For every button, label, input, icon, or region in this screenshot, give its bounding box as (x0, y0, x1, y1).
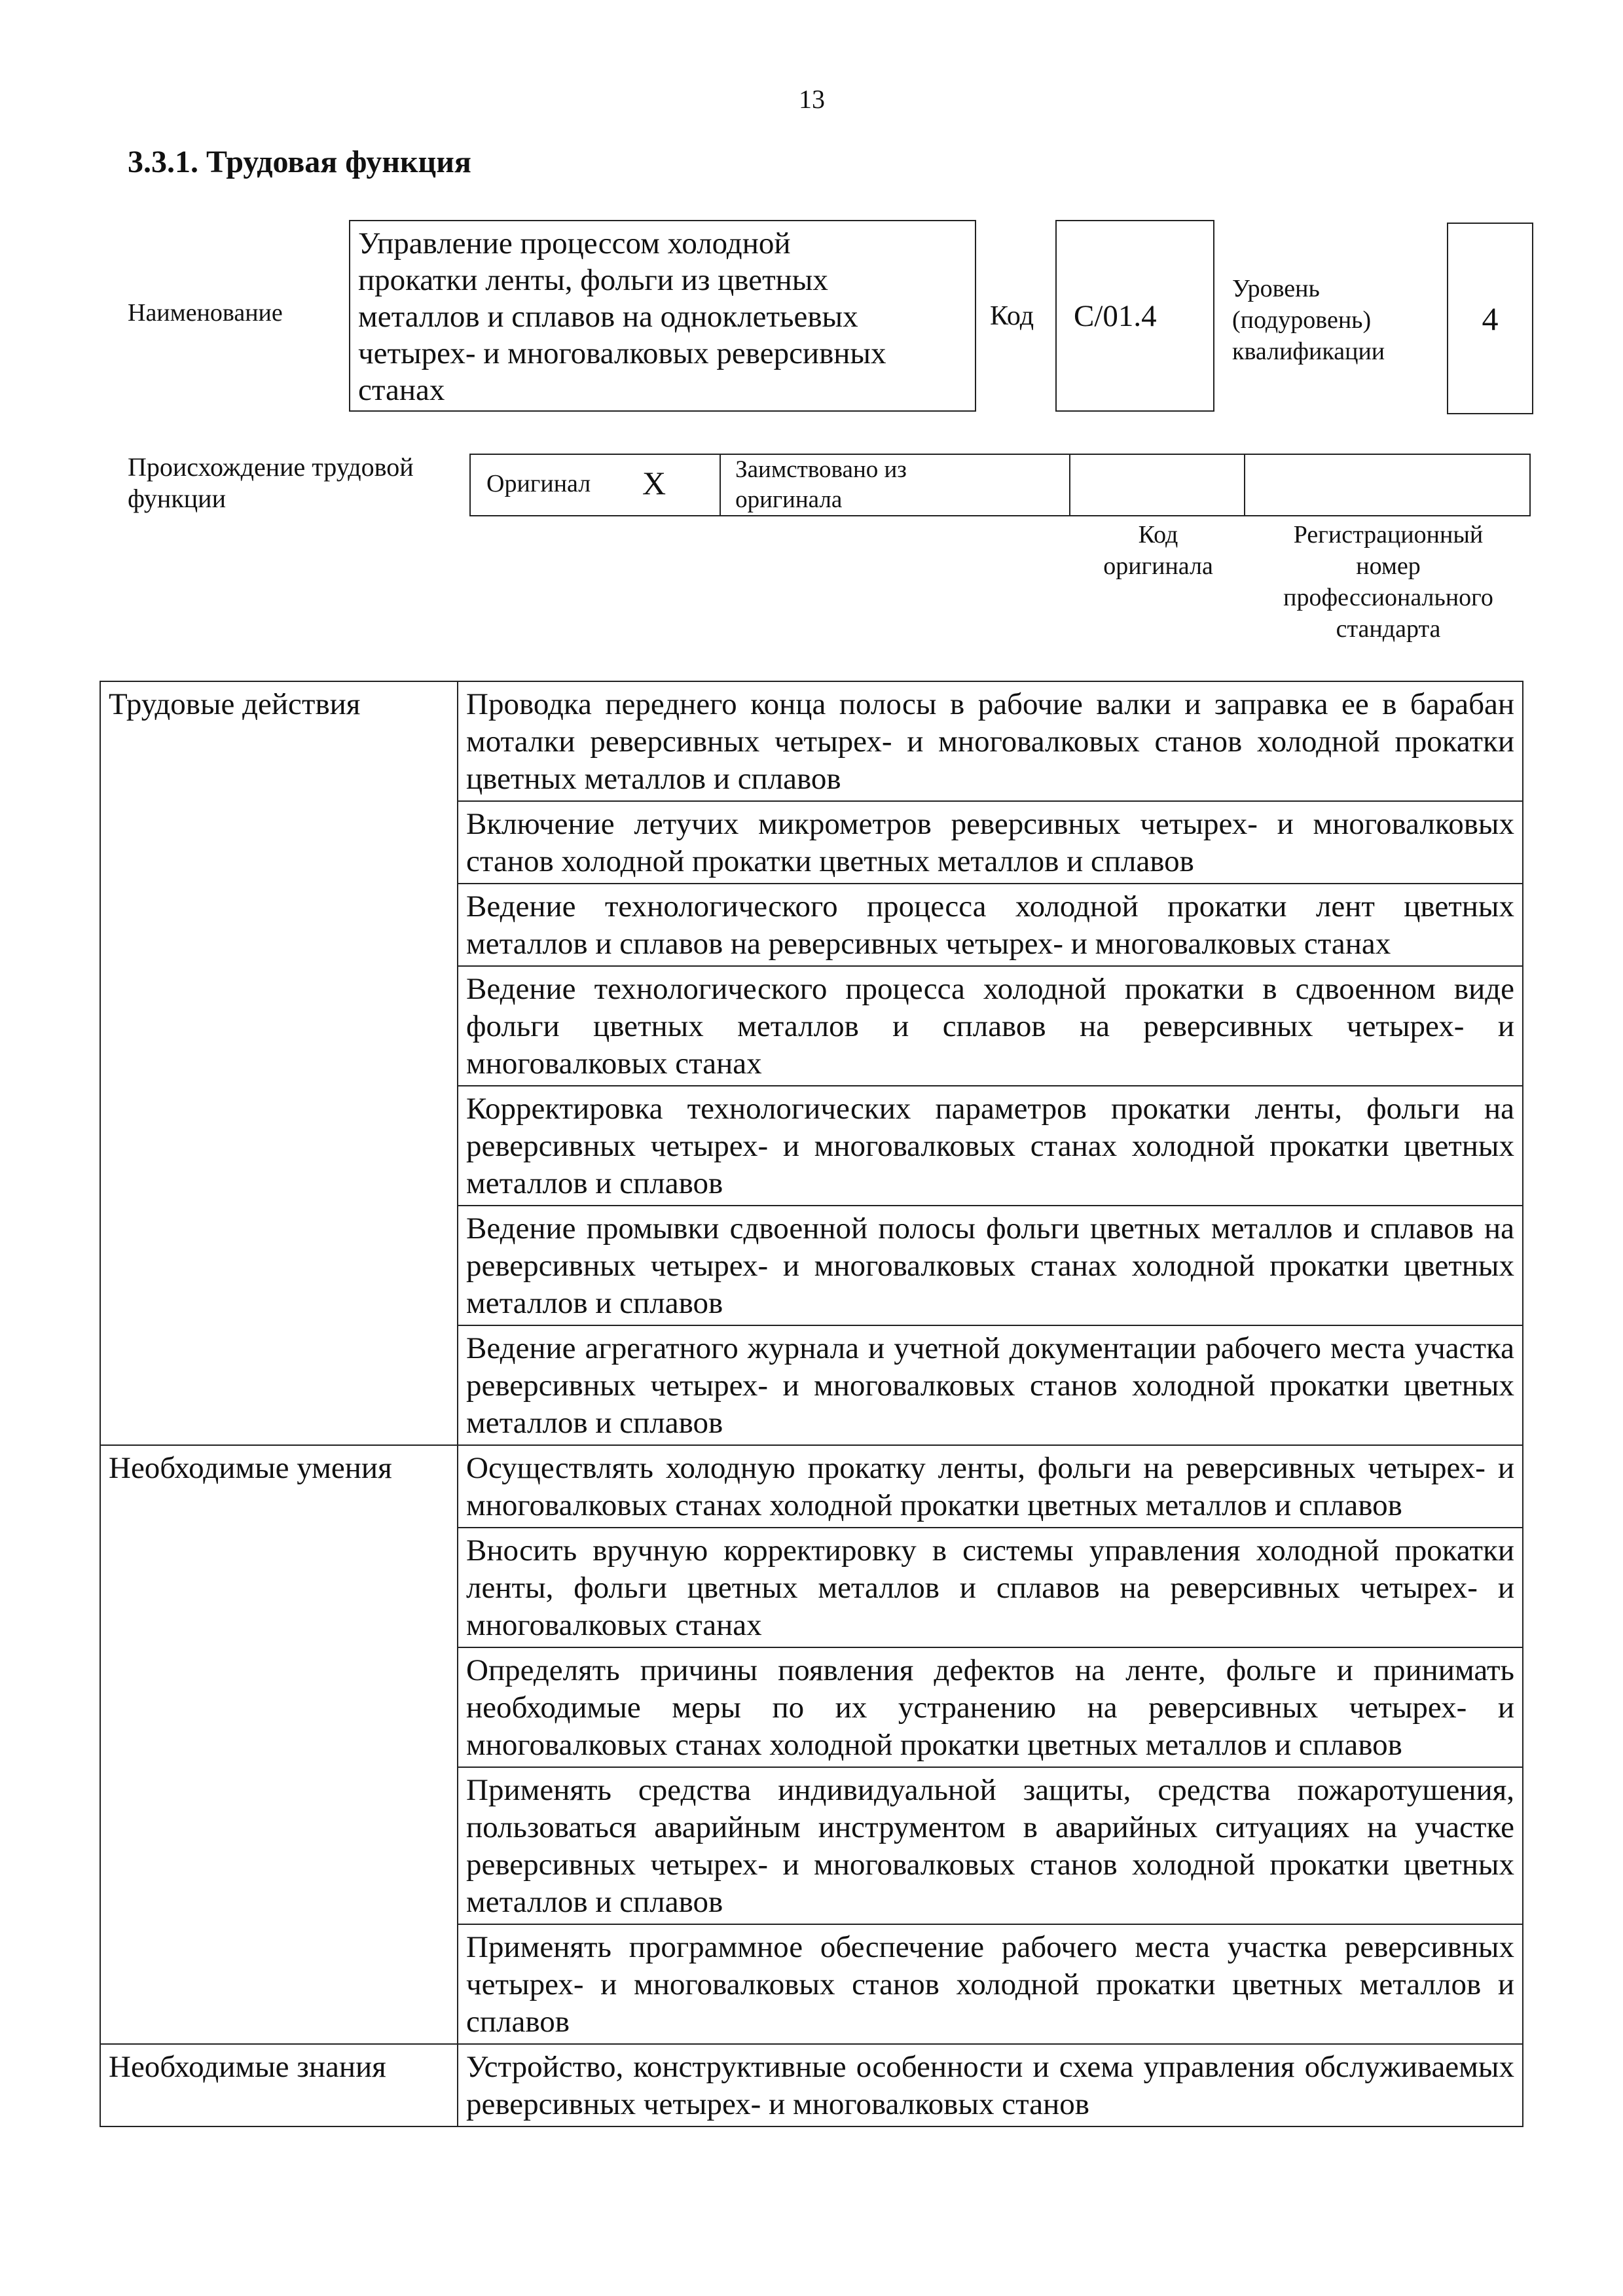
table-cell: Применять программное обеспечение рабочего места участка реверсивных четырех- и многовалковых станов холодной прокатки цветных металлов и сплавов (458, 1924, 1523, 2044)
table-cell: Осуществлять холодную прокатку ленты, фольги на реверсивных четырех- и многовалковых станах холодной прокатки цветных металлов и сплавов (458, 1445, 1523, 1528)
original-mark: X (642, 465, 666, 501)
origin-label (128, 452, 414, 514)
section-title-cell: Необходимые умения (100, 1445, 458, 2044)
level-label-line: квалификации (1232, 338, 1385, 365)
section-title: 3.3.1. Трудовая функция (128, 145, 471, 179)
table-cell: Ведение технологического процесса холодной прокатки в сдвоенном виде фольги цветных металлов и сплавов на реверсивных четырех- и многовалковых станах (458, 966, 1523, 1086)
reg-number-cell (1245, 455, 1529, 515)
borrowed-label-line: Заимствовано из (735, 456, 907, 483)
table-cell: Применять средства индивидуальной защиты, средства пожаротушения, пользоваться аварийным инструментом в аварийных ситуациях на участке реверсивных четырех- и многовалковых станов холодной прокатки цветных металлов и сплавов (458, 1767, 1523, 1924)
table-cell: Ведение агрегатного журнала и учетной документации рабочего места участка реверсивных четырех- и многовалковых станов холодной прокатки цветных металлов и сплавов (458, 1325, 1523, 1445)
table-row (100, 1445, 1523, 1528)
table-cell: Ведение технологического процесса холодной прокатки лент цветных металлов и сплавов на реверсивных четырех- и многовалковых станах (458, 884, 1523, 966)
borrowed-label-line: оригинала (735, 486, 843, 513)
table-row (100, 2044, 1523, 2126)
functions-table (100, 681, 1523, 2127)
section-title-cell: Трудовые действия (100, 681, 458, 1445)
code-original-cell (1070, 455, 1245, 515)
code-box (1055, 220, 1214, 412)
function-name-box (349, 220, 976, 412)
level-label (1232, 273, 1385, 367)
function-name-line: Управление процессом холодной (358, 226, 791, 260)
borrowed-cell (721, 455, 1070, 515)
code-original-label-line: Код (1138, 521, 1178, 548)
page-number: 13 (799, 84, 825, 114)
code-label: Код (990, 301, 1034, 331)
table-cell: Ведение промывки сдвоенной полосы фольги цветных металлов и сплавов на реверсивных четырех- и многовалковых станах холодной прокатки цветных металлов и сплавов (458, 1206, 1523, 1325)
level-value: 4 (1482, 300, 1499, 337)
table-cell: Определять причины появления дефектов на ленте, фольге и принимать необходимые меры по их устранению на реверсивных четырех- и многовалковых станах холодной прокатки цветных металлов и сплавов (458, 1647, 1523, 1767)
table-cell: Вносить вручную корректировку в системы управления холодной прокатки ленты, фольги цветных металлов и сплавов на реверсивных четырех- и многовалковых станах (458, 1528, 1523, 1647)
reg-number-label-line: профессионального (1283, 584, 1493, 611)
reg-number-label-line: Регистрационный (1293, 521, 1484, 548)
name-label: Наименование (128, 299, 283, 327)
code-value: C/01.4 (1074, 298, 1157, 333)
table-row (100, 681, 1523, 801)
code-original-label (1070, 519, 1246, 582)
table-cell: Устройство, конструктивные особенности и схема управления обслуживаемых реверсивных четырех- и многовалковых станов (458, 2044, 1523, 2126)
table-cell: Корректировка технологических параметров прокатки ленты, фольги на реверсивных четырех- и многовалковых станах холодной прокатки цветных металлов и сплавов (458, 1086, 1523, 1206)
function-name-line: станах (358, 373, 445, 407)
level-label-line: (подуровень) (1232, 306, 1372, 334)
origin-label-line: функции (128, 484, 226, 513)
level-label-line: Уровень (1232, 275, 1320, 302)
reg-number-label-line: стандарта (1336, 615, 1441, 643)
table-cell: Включение летучих микрометров реверсивных четырех- и многовалковых станов холодной прокатки цветных металлов и сплавов (458, 801, 1523, 884)
code-original-label-line: оригинала (1103, 552, 1213, 580)
table-cell: Проводка переднего конца полосы в рабочие валки и заправка ее в барабан моталки реверсивных четырех- и многовалковых станов холодной прокатки цветных металлов и сплавов (458, 681, 1523, 801)
original-cell (471, 455, 721, 515)
level-box (1447, 223, 1533, 414)
reg-number-label (1246, 519, 1531, 645)
function-name-line: прокатки ленты, фольги из цветных (358, 263, 828, 297)
function-name-line: четырех- и многовалковых реверсивных (358, 336, 886, 370)
original-label: Оригинал (486, 470, 591, 497)
function-name-line: металлов и сплавов на одноклетьевых (358, 300, 858, 334)
origin-table (469, 454, 1531, 516)
reg-number-label-line: номер (1356, 552, 1421, 580)
origin-label-line: Происхождение трудовой (128, 452, 414, 482)
section-title-cell: Необходимые знания (100, 2044, 458, 2126)
